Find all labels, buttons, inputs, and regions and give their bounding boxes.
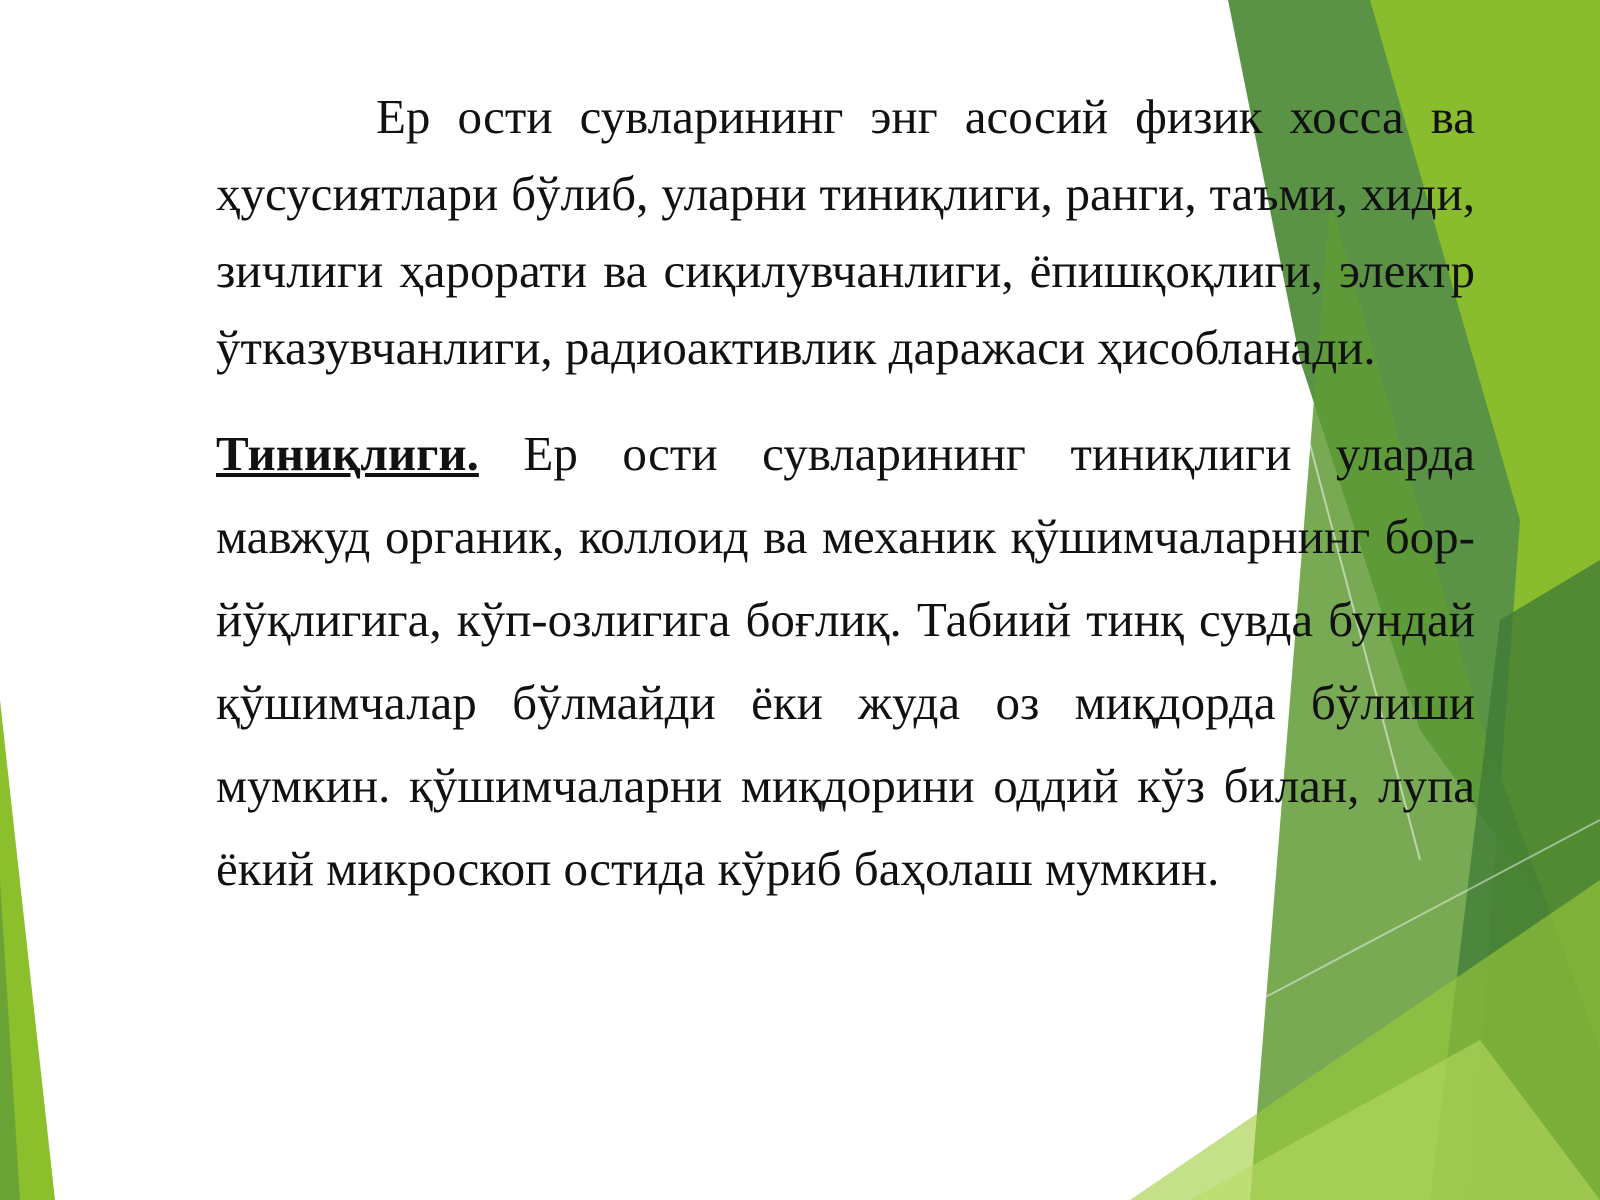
paragraph-clarity — [216, 412, 1475, 910]
slide-text — [216, 78, 1475, 910]
term-clarity: Тиниқлиги. — [216, 426, 479, 481]
paragraph-clarity-text: Ер ости сувларининг тиниқлиги уларда мавжуд органик, коллоид ва механик қўшимчаларнинг бор-йўқлигига, кўп-озлигига боғлиқ. Табиий тинқ сувда бундай қўшимчалар бўлмайди ёки жуда оз миқдорда бўлиши мумкин. қўшимчаларни миқдорини оддий кўз билан, лупа ёкий микроскоп остида кўриб баҳолаш мумкин. — [216, 426, 1475, 896]
paragraph-intro: Ер ости сувларининг энг асосий физик хосса ва ҳусусиятлари бўлиб, уларни тиниқлиги, ранги, таъми, хиди, зичлиги ҳарорати ва сиқилувчанлиги, ёпишқоқлиги, электр ўтказувчанлиги, радиоактивлик даражаси ҳисобланади. — [216, 89, 1475, 375]
